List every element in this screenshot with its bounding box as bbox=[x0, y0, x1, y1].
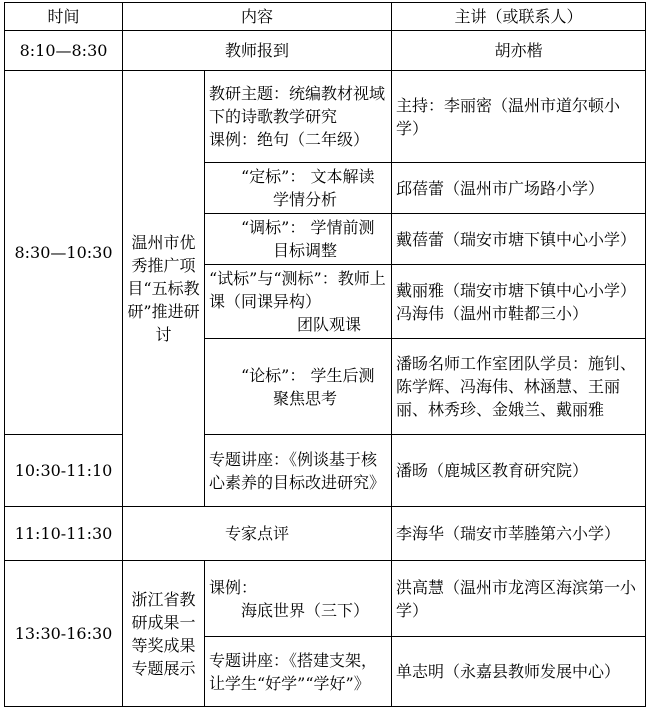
session-content: 专题讲座：《搭建支架，让学生“好学”“学好”》 bbox=[205, 637, 392, 707]
row-showcase-a bbox=[5, 561, 646, 637]
row-time: 8:30—10:30 bbox=[5, 71, 123, 435]
session-host: 邱蓓蕾（温州市广场路小学） bbox=[392, 163, 646, 214]
row-checkin bbox=[5, 31, 646, 71]
content-line: 课例： bbox=[209, 577, 258, 597]
header-host: 主讲（或联系人） bbox=[392, 3, 646, 31]
session-content bbox=[205, 163, 392, 214]
session-host: 洪高慧（温州市龙湾区海滨第一小学） bbox=[392, 561, 646, 637]
content-line: “试标”与“测标”：教师上课（同课异构） bbox=[209, 269, 386, 311]
content-line: 海底世界（三下） bbox=[241, 600, 370, 620]
session-host: 单志明（永嘉县教师发展中心） bbox=[392, 637, 646, 707]
host-line: 冯海伟（温州市鞋都三小） bbox=[396, 303, 589, 323]
content-line: 聚焦思考 bbox=[273, 388, 338, 408]
session-host: 潘旸（鹿城区教育研究院） bbox=[392, 435, 646, 507]
row-lecture bbox=[5, 435, 646, 507]
session-content bbox=[205, 71, 392, 163]
header-time: 时间 bbox=[5, 3, 123, 31]
content-line: “调标”： 学情前测 bbox=[241, 218, 375, 237]
content-line: 教研主题：统编教材视域下的诗歌教学研究 bbox=[209, 84, 386, 126]
session-content: 专题讲座：《例谈基于核心素养的目标改进研究》 bbox=[205, 435, 392, 507]
header-content: 内容 bbox=[123, 3, 392, 31]
row-host: 胡亦楷 bbox=[392, 31, 646, 71]
content-line: “定标”： 文本解读 bbox=[241, 167, 375, 186]
session-host: 戴蓓蕾（瑞安市塘下镇中心小学） bbox=[392, 214, 646, 265]
session-content bbox=[205, 265, 392, 339]
session-host: 潘旸名师工作室团队学员：施钊、陈学辉、冯海伟、林涵慧、王丽丽、林秀珍、金娥兰、戴丽雅 bbox=[392, 339, 646, 435]
content-line: 课例：绝句（二年级） bbox=[209, 130, 370, 149]
header-row bbox=[5, 3, 646, 31]
content-line: “论标”： 学生后测 bbox=[241, 365, 375, 385]
row-host: 李海华（瑞安市莘塍第六小学） bbox=[392, 507, 646, 561]
row-time: 10:30-11:10 bbox=[5, 435, 123, 507]
content-line: 学情分析 bbox=[273, 190, 338, 209]
row-time: 8:10—8:30 bbox=[5, 31, 123, 71]
content-line: 目标调整 bbox=[273, 241, 338, 260]
row-content: 专家点评 bbox=[123, 507, 392, 561]
session-content bbox=[205, 339, 392, 435]
session-host: 主持：李丽密（温州市道尔顿小学） bbox=[392, 71, 646, 163]
row-time: 13:30-16:30 bbox=[5, 561, 123, 707]
session-content bbox=[205, 214, 392, 265]
session-host bbox=[392, 265, 646, 339]
session-topic: 温州市优秀推广项目“五标教研”推进研讨 bbox=[123, 71, 205, 507]
row-review bbox=[5, 507, 646, 561]
row-session-a bbox=[5, 71, 646, 163]
row-content: 教师报到 bbox=[123, 31, 392, 71]
row-time: 11:10-11:30 bbox=[5, 507, 123, 561]
session-content bbox=[205, 561, 392, 637]
host-line: 戴丽雅（瑞安市塘下镇中心小学） bbox=[396, 280, 637, 300]
schedule-table bbox=[4, 2, 646, 707]
session-topic: 浙江省教研成果一等奖成果专题展示 bbox=[123, 561, 205, 707]
content-line: 团队观课 bbox=[297, 315, 362, 334]
